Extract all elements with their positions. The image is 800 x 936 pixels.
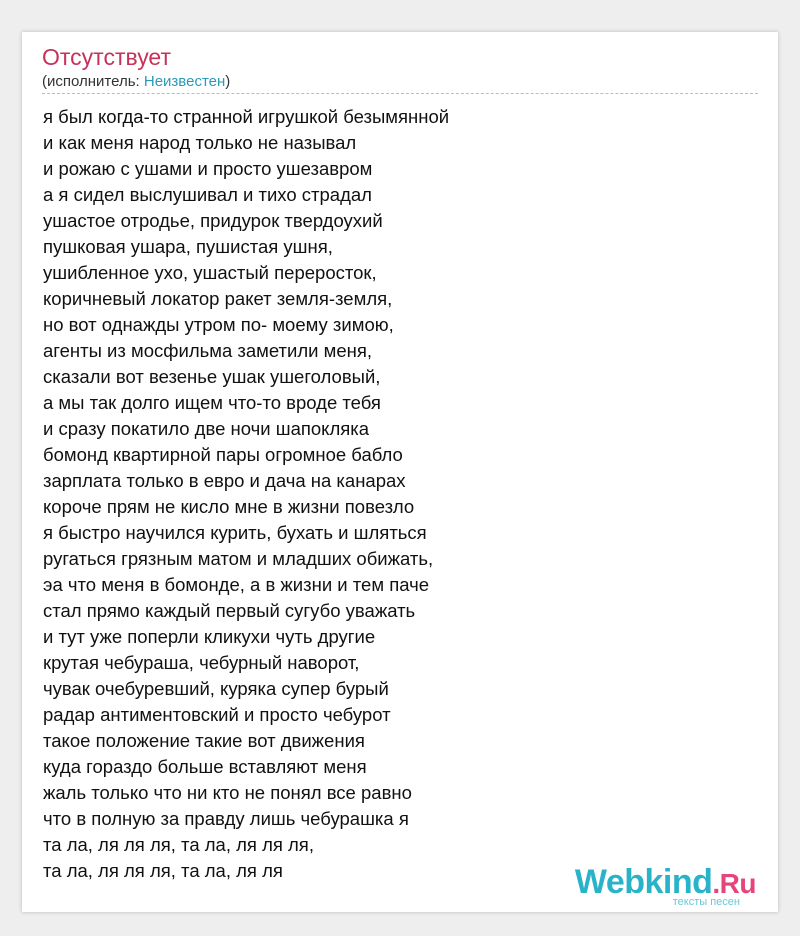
lyric-line: но вот однажды утром по- моему зимою, bbox=[43, 314, 394, 335]
logo-tld: .Ru bbox=[712, 868, 756, 899]
title-divider bbox=[42, 93, 758, 94]
lyric-line: бомонд квартирной пары огромное бабло bbox=[43, 444, 403, 465]
lyric-line: и тут уже поперли кликухи чуть другие bbox=[43, 626, 376, 647]
lyric-line: а я сидел выслушивал и тихо страдал bbox=[43, 184, 372, 205]
lyric-line: радар антиментовский и просто чебурот bbox=[43, 704, 391, 725]
lyric-line: и сразу покатило две ночи шапокляка bbox=[43, 418, 370, 439]
site-logo[interactable] bbox=[556, 862, 756, 912]
artist-prefix: (исполнитель: bbox=[42, 73, 144, 90]
artist-line bbox=[42, 73, 230, 91]
artist-link[interactable]: Неизвестен bbox=[143, 73, 226, 90]
lyrics-card bbox=[22, 32, 778, 912]
lyric-line: ушибленное ухо, ушастый переросток, bbox=[43, 262, 377, 283]
song-title: Отсутствует bbox=[42, 44, 171, 70]
lyric-line: чувак очебуревший, куряка супер бурый bbox=[43, 678, 389, 699]
lyric-line: та ла, ля ля ля, та ла, ля ля bbox=[43, 860, 283, 881]
lyric-line: зарплата только в евро и дача на канарах bbox=[43, 470, 406, 491]
lyric-line: сказали вот везенье ушак ушеголовый, bbox=[43, 366, 381, 387]
artist-suffix: ) bbox=[225, 73, 231, 90]
lyric-line: жаль только что ни кто не понял все равно bbox=[43, 782, 412, 803]
lyric-line: а мы так долго ищем что-то вроде тебя bbox=[43, 392, 381, 413]
lyric-line: что в полную за правду лишь чебурашка я bbox=[43, 808, 409, 829]
lyric-line: агенты из мосфильма заметили меня, bbox=[43, 340, 373, 361]
lyric-line: стал прямо каждый первый сугубо уважать bbox=[43, 600, 416, 621]
lyric-line: та ла, ля ля ля, та ла, ля ля ля, bbox=[43, 834, 314, 855]
lyric-line: пушковая ушара, пушистая ушня, bbox=[43, 236, 333, 257]
lyric-line: я быстро научился курить, бухать и шляться bbox=[43, 522, 427, 543]
lyrics-text bbox=[43, 104, 449, 884]
lyric-line: крутая чебураша, чебурный наворот, bbox=[43, 652, 360, 673]
lyric-line: короче прям не кисло мне в жизни повезло bbox=[43, 496, 415, 517]
lyric-line: куда гораздо больше вставляют меня bbox=[43, 756, 367, 777]
lyric-line: ушастое отродье, придурок твердоухий bbox=[43, 210, 383, 231]
lyric-line: ругаться грязным матом и младших обижать, bbox=[43, 548, 434, 569]
lyric-line: эа что меня в бомонде, а в жизни и тем паче bbox=[43, 574, 430, 595]
lyric-line: коричневый локатор ракет земля-земля, bbox=[43, 288, 393, 309]
lyric-line: и как меня народ только не называл bbox=[43, 132, 357, 153]
lyric-line: я был когда-то странной игрушкой безымянной bbox=[43, 106, 450, 127]
logo-name: Webkind bbox=[574, 863, 713, 901]
lyric-line: такое положение такие вот движения bbox=[43, 730, 365, 751]
lyric-line: и рожаю с ушами и просто ушезавром bbox=[43, 158, 373, 179]
logo-tagline: тексты песен bbox=[672, 896, 740, 908]
